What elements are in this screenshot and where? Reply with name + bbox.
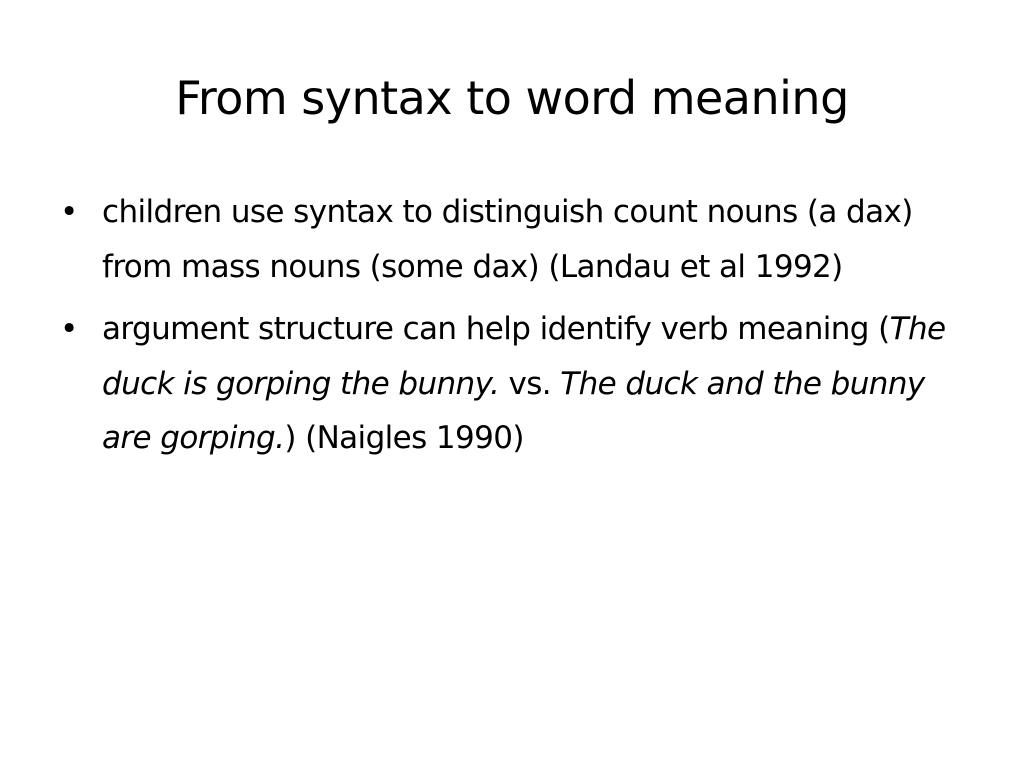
bullet-text-run: ) (Naigles 1990) [284, 420, 524, 456]
example-sentence-intransitive: The duck and the bunny are gorping. [102, 365, 925, 456]
bullet-text: children use syntax to distinguish count nouns (a dax) from mass nouns (some dax) (Landau et al 1992) [102, 194, 913, 285]
bullet-text-run: argument structure can help identify verb meaning ( [102, 311, 890, 347]
bullet-item-argument-structure [60, 302, 970, 466]
bullet-list [60, 185, 970, 474]
slide-title: From syntax to word meaning [175, 71, 849, 125]
example-sentence-transitive: The duck is gorping the bunny. [102, 311, 946, 402]
bullet-marker: • [60, 311, 78, 347]
bullet-text-run: vs. [499, 365, 561, 402]
bullet-item-count-mass-nouns [60, 185, 970, 294]
bullet-marker: • [60, 194, 78, 230]
